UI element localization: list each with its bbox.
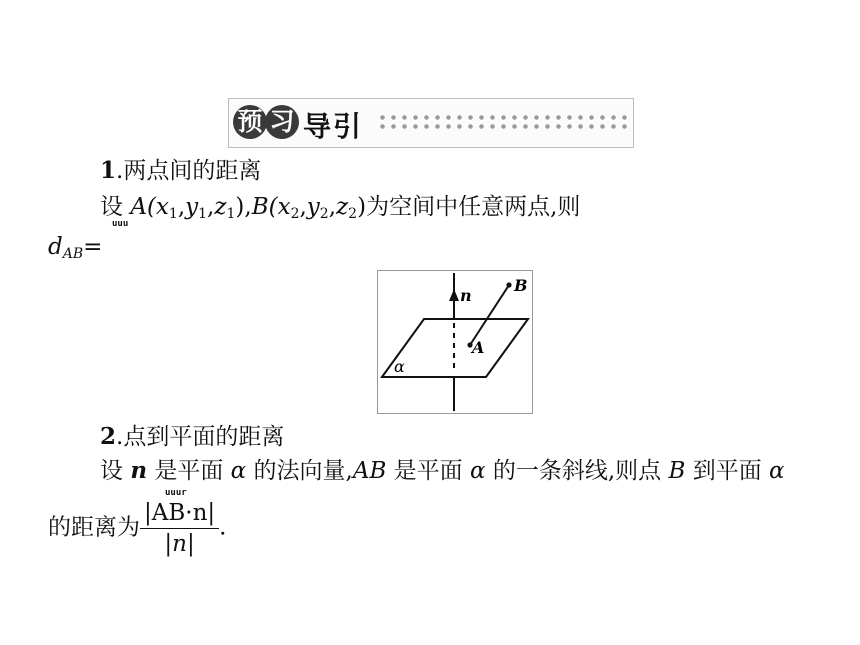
section1-heading-text: .两点间的距离: [116, 158, 262, 184]
plane-normal-figure: [377, 270, 533, 414]
fraction-denominator: |n|: [164, 531, 195, 557]
figure-svg: [378, 271, 532, 413]
s2-text-5: 到平面: [692, 458, 762, 484]
banner-badge-2: 习: [265, 105, 299, 139]
section1-line: [100, 192, 580, 229]
section2-line1: [100, 456, 785, 486]
s2-period: .: [219, 514, 227, 541]
label-a: A: [472, 338, 485, 357]
s2-text-4: 的一条斜线,则点: [492, 458, 662, 484]
section1-heading: [100, 156, 261, 186]
sub-y2: 2: [319, 206, 329, 222]
line-ab: AB: [352, 458, 387, 484]
sub-x2: 2: [290, 206, 300, 222]
comma: ,: [207, 194, 215, 220]
normal-arrow-head: [449, 289, 459, 301]
s2-prefix: 设: [100, 458, 123, 484]
var-z: z: [336, 194, 349, 220]
banner-badge-1: 预: [233, 105, 267, 139]
sub-x1: 1: [168, 206, 178, 222]
comma: ,: [299, 194, 307, 220]
point-b-open: (x: [268, 194, 291, 220]
comma: ,: [177, 194, 186, 220]
section2-heading-text: .点到平面的距离: [116, 424, 285, 450]
plane-alpha: α: [469, 458, 486, 484]
section-banner: [228, 98, 634, 148]
banner-title: 导引: [303, 110, 364, 143]
section1-line-prefix: 设: [100, 194, 123, 220]
segment-ab: [470, 285, 509, 345]
point-a-label: A: [130, 194, 147, 220]
vector-arrow-mark-2: uuur: [165, 488, 187, 498]
comma: ,: [328, 194, 337, 220]
var-y: y: [185, 194, 199, 220]
plane-alpha: α: [230, 458, 247, 484]
section2-line2: [48, 500, 226, 557]
section1-line-suffix: 为空间中任意两点,则: [366, 194, 581, 220]
label-alpha: α: [394, 357, 405, 376]
s2-text-3: 是平面: [393, 458, 463, 484]
vector-n: n: [130, 457, 148, 484]
section2-heading-number: 2: [100, 423, 117, 450]
point-b: B: [668, 458, 686, 484]
label-n: n: [460, 286, 472, 305]
sub-z2: 2: [348, 206, 358, 222]
point-b-dot: [506, 282, 511, 287]
var-z: z: [214, 194, 227, 220]
s2-text-1: 是平面: [154, 458, 224, 484]
point-b-label: B: [251, 194, 269, 220]
comma: ,: [244, 194, 252, 220]
distance-fraction: [140, 500, 219, 557]
label-b: B: [514, 276, 528, 295]
fraction-numerator: |AB·n|: [140, 500, 219, 529]
point-b-close: ): [357, 194, 367, 220]
s2-text-2: 的法向量,: [253, 458, 353, 484]
sub-z1: 1: [226, 206, 236, 222]
plane-alpha: α: [769, 458, 785, 484]
s2-line2-prefix: 的距离为: [48, 514, 140, 541]
point-a-open: (x: [146, 194, 169, 220]
section2-heading: [100, 422, 284, 452]
dist-equals: =: [83, 234, 103, 260]
section1-heading-number: 1: [100, 157, 117, 184]
var-y: y: [306, 194, 320, 220]
sub-y1: 1: [198, 206, 208, 222]
vector-arrow-mark: uuu: [112, 219, 129, 229]
distance-formula-label: [48, 232, 102, 269]
point-a-close: ): [235, 194, 245, 220]
banner-dots-decoration: [377, 113, 627, 131]
dist-sub-ab: AB: [62, 246, 84, 262]
dist-d: d: [48, 234, 63, 260]
